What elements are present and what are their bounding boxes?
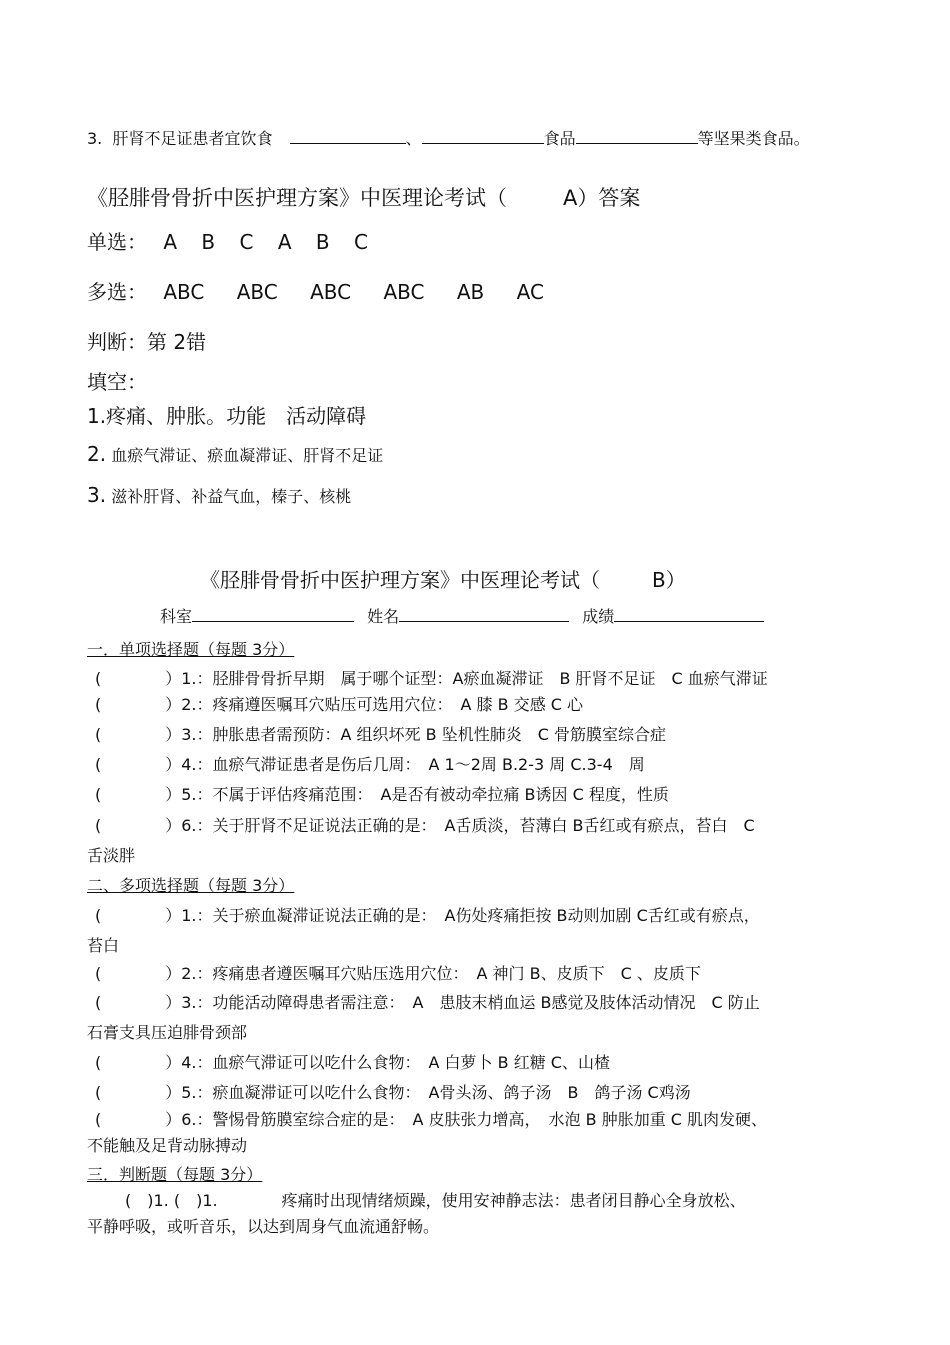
title-code: A）答案 xyxy=(563,186,641,210)
answer-paren: ( xyxy=(95,785,102,804)
score-label: 成绩 xyxy=(582,607,615,626)
single-label: 单选： xyxy=(87,230,147,254)
answer-blank-3[interactable] xyxy=(576,142,698,144)
question-text: ）6.：警惕骨筋膜室综合症的是： A 皮肤张力增高， 水泡 B 肿胀加重 C 肌肉发硬、 xyxy=(165,1110,768,1129)
question-row xyxy=(95,666,768,689)
question-text: ）3.：肿胀患者需预防：A 组织坏死 B 坠机性肺炎 C 骨筋膜室综合症 xyxy=(165,725,666,744)
question-row xyxy=(95,990,760,1013)
answer-paren: ( xyxy=(95,755,102,774)
item-text: 肝肾不足证患者宜饮食 xyxy=(112,129,273,148)
question-row xyxy=(95,903,760,926)
answer-paren: ( xyxy=(95,1053,102,1072)
question-continuation: 石膏支具压迫腓骨颈部 xyxy=(87,1023,248,1042)
fill-item-3 xyxy=(87,126,810,149)
answer: AC xyxy=(516,280,544,304)
section-single-choice: 一．单项选择题（每题 3分） xyxy=(87,640,295,659)
dept-field[interactable] xyxy=(192,620,354,622)
title-text: 《胫腓骨骨折中医护理方案》中医理论考试（ xyxy=(87,186,507,210)
question-text: ）1.：胫腓骨骨折早期 属于哪个证型：A瘀血凝滞证 B 肝肾不足证 C 血瘀气滞证 xyxy=(165,669,768,688)
question-row xyxy=(95,692,583,715)
question-row xyxy=(95,752,645,775)
fill-text: 血瘀气滞证、瘀血凝滞证、肝肾不足证 xyxy=(111,446,384,465)
name-field[interactable] xyxy=(399,620,569,622)
judge-answer: 判断：第 2错 xyxy=(87,330,207,354)
question-row xyxy=(95,782,669,805)
answer-paren: ( xyxy=(95,906,102,925)
answer-blank-1[interactable] xyxy=(290,142,406,144)
question-row xyxy=(95,961,701,984)
question-text: ）3.：功能活动障碍患者需注意： A 患肢末梢血运 B感觉及肢体活动情况 C 防止 xyxy=(165,993,760,1012)
answer: A xyxy=(277,230,292,254)
question-text: ）2.：疼痛患者遵医嘱耳穴贴压选用穴位： A 神门 B、皮质下 C 、皮质下 xyxy=(165,964,701,983)
item-tail-text: 等坚果类食品。 xyxy=(697,129,810,148)
multi-label: 多选： xyxy=(87,280,147,304)
answer-paren: ( xyxy=(95,1110,102,1129)
question-text: ）4.：血瘀气滞证患者是伤后几周： A 1～2周 B.2-3 周 C.3-4 周 xyxy=(165,755,645,774)
section-multi-choice: 二、多项选择题（每题 3分） xyxy=(87,876,295,895)
answer-paren: ( xyxy=(95,1083,102,1102)
answer: B xyxy=(201,230,216,254)
answer-paren: ( xyxy=(95,725,102,744)
answer-paren: ( xyxy=(95,695,102,714)
exam-b-title xyxy=(200,564,686,593)
answer: C xyxy=(353,230,368,254)
question-text: ）5.：瘀血凝滞证可以吃什么食物： A骨头汤、鸽子汤 B 鸽子汤 C鸡汤 xyxy=(165,1083,691,1102)
question-row xyxy=(95,813,755,836)
answer-paren: ( xyxy=(95,816,102,835)
title-code: B） xyxy=(652,568,686,592)
fill-label: 填空： xyxy=(87,370,147,394)
dept-label: 科室 xyxy=(160,607,193,626)
section-true-false: 三．判断题（每题 3分） xyxy=(87,1165,263,1184)
question-continuation: 舌淡胖 xyxy=(87,846,136,865)
question-row xyxy=(95,1080,691,1103)
question-text: ）2.：疼痛遵医嘱耳穴贴压可选用穴位： A 膝 B 交感 C 心 xyxy=(165,695,584,714)
answer-paren: ( xyxy=(95,993,102,1012)
single-choice-answers xyxy=(87,226,368,255)
answer: AB xyxy=(456,280,485,304)
exam-header-fields xyxy=(160,604,764,627)
answer-blank-2[interactable] xyxy=(422,142,544,144)
score-field[interactable] xyxy=(614,620,764,622)
answer: ABC xyxy=(236,280,278,304)
answer: B xyxy=(315,230,330,254)
fill-num: 3. xyxy=(87,483,107,507)
fill-answer-2 xyxy=(87,442,383,466)
question-row: ( )1. ( )1. 疼痛时出现情绪烦躁，使用安神静志法：患者闭目静心全身放松、 xyxy=(125,1191,746,1210)
question-text: ）4.：血瘀气滞证可以吃什么食物： A 白萝卜 B 红糖 C、山楂 xyxy=(165,1053,610,1072)
question-row xyxy=(95,1050,610,1073)
answer: C xyxy=(239,230,254,254)
fill-text: 滋补肝肾、补益气血，榛子、核桃 xyxy=(111,487,352,506)
answer: ABC xyxy=(163,280,205,304)
answer: A xyxy=(163,230,178,254)
answer: ABC xyxy=(383,280,425,304)
item-number: 3. xyxy=(87,129,103,148)
question-text: ）6.：关于肝肾不足证说法正确的是： A舌质淡，苔薄白 B舌红或有瘀点，苔白 C xyxy=(165,816,755,835)
question-text: ）1.：关于瘀血凝滞证说法正确的是： A伤处疼痛拒按 B动则加剧 C舌红或有瘀点， xyxy=(165,906,760,925)
separator: 、 xyxy=(405,129,422,148)
question-continuation: 苔白 xyxy=(87,936,120,955)
item-mid-text: 食品 xyxy=(543,129,576,148)
answer: ABC xyxy=(310,280,352,304)
question-row xyxy=(95,1107,767,1130)
fill-answer-3 xyxy=(87,483,351,507)
question-text: ）5.：不属于评估疼痛范围： A是否有被动牵拉痛 B诱因 C 程度，性质 xyxy=(165,785,669,804)
question-continuation: 平静呼吸，或听音乐，以达到周身气血流通舒畅。 xyxy=(87,1217,440,1236)
fill-num: 2. xyxy=(87,442,107,466)
name-label: 姓名 xyxy=(367,607,400,626)
title-text: 《胫腓骨骨折中医护理方案》中医理论考试（ xyxy=(200,568,600,592)
question-continuation: 不能触及足背动脉搏动 xyxy=(87,1136,248,1155)
answer-paren: ( xyxy=(95,964,102,983)
fill-answer-1: 1.疼痛、肿胀。功能 活动障碍 xyxy=(87,404,367,428)
question-row xyxy=(95,722,666,745)
answer-key-title xyxy=(87,182,640,212)
answer-paren: ( xyxy=(95,669,102,688)
multi-choice-answers xyxy=(87,276,544,305)
